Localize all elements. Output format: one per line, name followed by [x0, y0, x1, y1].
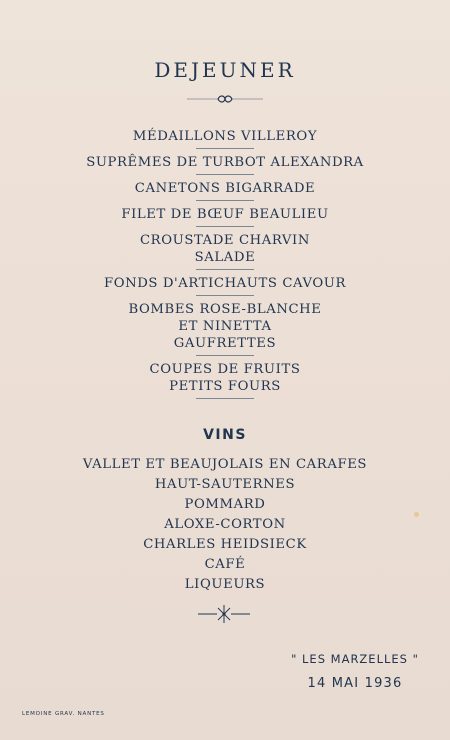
wine-item: ALOXE-CORTON	[164, 517, 286, 532]
course-line: ET NINETTA	[178, 319, 272, 334]
course-separator	[196, 148, 254, 149]
star-ornament-icon	[196, 603, 252, 625]
course-line: GAUFRETTES	[173, 336, 277, 351]
course-line: BOMBES ROSE-BLANCHE	[128, 302, 322, 317]
course-line: CROUSTADE CHARVIN	[139, 233, 310, 248]
wines-list	[0, 455, 450, 595]
course-separator	[196, 355, 254, 356]
course-separator	[196, 200, 254, 201]
course-line: SALADE	[194, 250, 256, 265]
paper-stain	[414, 512, 419, 517]
courses-list	[0, 128, 450, 404]
course-item	[0, 128, 450, 145]
course-line: CANETONS BIGARRADE	[134, 181, 316, 196]
wine-item: CAFÉ	[204, 557, 246, 572]
wine-item: CHARLES HEIDSIECK	[143, 537, 307, 552]
wine-item: VALLET ET BEAUJOLAIS EN CARAFES	[82, 457, 368, 472]
course-line: COUPES DE FRUITS	[149, 362, 301, 377]
engraver-imprint: LEMOINE GRAV. NANTES	[22, 711, 105, 717]
course-line: SUPRÊMES DE TURBOT ALEXANDRA	[86, 155, 364, 170]
venue-name: " LES MARZELLES "	[291, 652, 419, 666]
course-item	[0, 180, 450, 197]
course-item	[0, 232, 450, 266]
wine-item: POMMARD	[184, 497, 266, 512]
scroll-ornament-icon	[185, 94, 265, 104]
event-date: 14 MAI 1936	[307, 676, 403, 691]
course-line: FONDS D'ARTICHAUTS CAVOUR	[103, 276, 347, 291]
course-line: MÉDAILLONS VILLEROY	[132, 129, 318, 144]
wine-item: HAUT-SAUTERNES	[154, 477, 296, 492]
course-separator	[196, 226, 254, 227]
course-separator	[196, 269, 254, 270]
course-item	[0, 154, 450, 171]
course-line: FILET DE BŒUF BEAULIEU	[121, 207, 329, 222]
wine-item: LIQUEURS	[184, 577, 266, 592]
course-item	[0, 361, 450, 395]
course-item	[0, 206, 450, 223]
course-separator	[196, 398, 254, 399]
course-line: PETITS FOURS	[169, 379, 281, 394]
course-item	[0, 275, 450, 292]
course-item	[0, 301, 450, 352]
course-separator	[196, 174, 254, 175]
menu-title: DEJEUNER	[154, 58, 296, 82]
wines-heading: VINS	[203, 427, 247, 443]
course-separator	[196, 295, 254, 296]
